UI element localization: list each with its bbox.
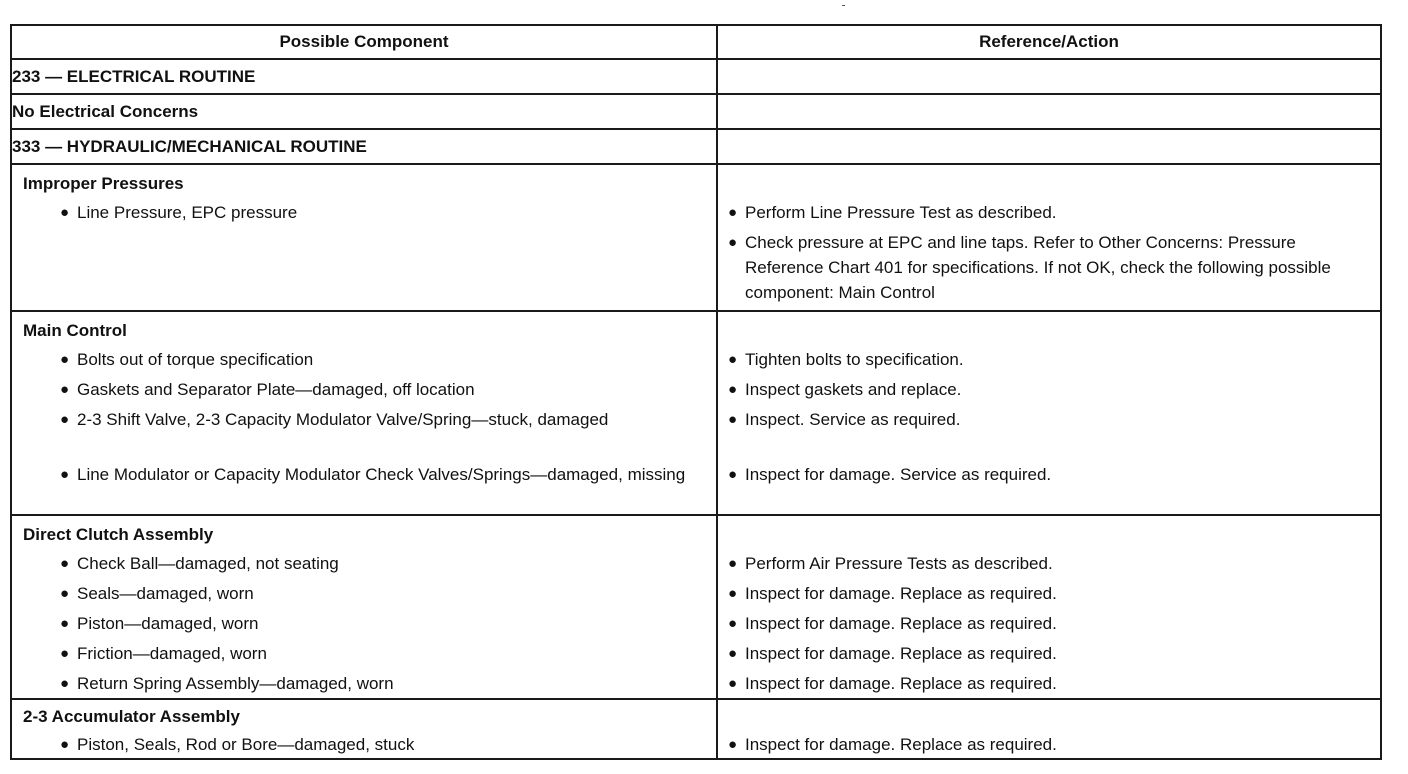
component-item: ● Gaskets and Separator Plate—damaged, off location [12, 377, 716, 407]
component-item: ● Line Modulator or Capacity Modulator Check Valves/Springs—damaged, missing [12, 462, 716, 514]
action-item: ● Inspect for damage. Replace as required. [718, 581, 1380, 611]
component-item: ● Piston—damaged, worn [12, 611, 716, 641]
action-item: ● Tighten bolts to specification. [718, 347, 1380, 377]
component-item: ● Piston, Seals, Rod or Bore—damaged, stuck [12, 732, 716, 758]
component-item: ● Friction—damaged, worn [12, 641, 716, 671]
action-cell [717, 515, 1381, 699]
bullet-icon: ● [60, 736, 70, 753]
bullet-icon: ● [60, 585, 70, 602]
component-item: ● Check Ball—damaged, not seating [12, 551, 716, 581]
component-item: ● 2-3 Shift Valve, 2-3 Capacity Modulator Valve/Spring—stuck, damaged [12, 407, 716, 462]
action-item: ● Inspect for damage. Replace as required. [718, 732, 1380, 758]
component-item: ● Bolts out of torque specification [12, 347, 716, 377]
action-item: ● Check pressure at EPC and line taps. Refer to Other Concerns: Pressure Reference Chart 401 for specifications. If not OK, check the following possible component: Main Control [718, 230, 1380, 305]
diagnosis-table [10, 24, 1382, 760]
bullet-icon: ● [728, 615, 738, 632]
action-cell [717, 164, 1381, 311]
bullet-icon: ● [60, 411, 70, 428]
section-hydraulic-mechanical-routine: 333 — HYDRAULIC/MECHANICAL ROUTINE [11, 129, 717, 164]
group-row-improper-pressures [11, 164, 1381, 311]
section-row [11, 59, 1381, 94]
action-cell [717, 699, 1381, 759]
component-cell [11, 515, 717, 699]
component-item: ● Seals—damaged, worn [12, 581, 716, 611]
bullet-icon: ● [728, 234, 738, 251]
bullet-icon: ● [728, 466, 738, 483]
group-row-accumulator-assembly [11, 699, 1381, 759]
action-item: ● Inspect for damage. Replace as required. [718, 611, 1380, 641]
group-row-direct-clutch-assembly [11, 515, 1381, 699]
bullet-icon: ● [60, 615, 70, 632]
bullet-icon: ● [60, 645, 70, 662]
header-row [11, 25, 1381, 59]
component-cell [11, 164, 717, 311]
section-row [11, 129, 1381, 164]
bullet-icon: ● [728, 381, 738, 398]
action-item: ● Perform Line Pressure Test as described. [718, 200, 1380, 225]
bullet-icon: ● [60, 466, 70, 483]
group-title: Direct Clutch Assembly [23, 525, 214, 544]
bullet-icon: ● [728, 585, 738, 602]
action-item: ● Inspect. Service as required. [718, 407, 1380, 462]
section-row [11, 94, 1381, 129]
section-no-electrical-concerns: No Electrical Concerns [11, 94, 717, 129]
group-row-main-control [11, 311, 1381, 515]
bullet-icon: ● [728, 204, 738, 221]
bullet-icon: ● [728, 736, 738, 753]
scan-mark [842, 5, 845, 6]
empty-cell [717, 129, 1381, 164]
group-title: Main Control [23, 321, 127, 340]
header-reference-action: Reference/Action [717, 25, 1381, 59]
bullet-icon: ● [728, 645, 738, 662]
action-item: ● Inspect for damage. Replace as required. [718, 671, 1380, 698]
bullet-icon: ● [60, 381, 70, 398]
empty-cell [717, 94, 1381, 129]
bullet-icon: ● [60, 675, 70, 692]
component-cell [11, 311, 717, 515]
section-electrical-routine: 233 — ELECTRICAL ROUTINE [11, 59, 717, 94]
group-title: Improper Pressures [23, 174, 184, 193]
action-item: ● Inspect for damage. Service as required. [718, 462, 1380, 514]
action-item: ● Perform Air Pressure Tests as described. [718, 551, 1380, 581]
action-item: ● Inspect gaskets and replace. [718, 377, 1380, 407]
bullet-icon: ● [60, 555, 70, 572]
bullet-icon: ● [60, 351, 70, 368]
action-cell [717, 311, 1381, 515]
header-possible-component: Possible Component [11, 25, 717, 59]
bullet-icon: ● [728, 411, 738, 428]
action-item: ● Inspect for damage. Replace as required. [718, 641, 1380, 671]
bullet-icon: ● [60, 204, 70, 221]
bullet-icon: ● [728, 351, 738, 368]
bullet-icon: ● [728, 555, 738, 572]
empty-cell [717, 59, 1381, 94]
group-title: 2-3 Accumulator Assembly [23, 707, 240, 726]
bullet-icon: ● [728, 675, 738, 692]
component-cell [11, 699, 717, 759]
component-item: ● Return Spring Assembly—damaged, worn [12, 671, 716, 698]
component-item: ● Line Pressure, EPC pressure [12, 200, 716, 225]
